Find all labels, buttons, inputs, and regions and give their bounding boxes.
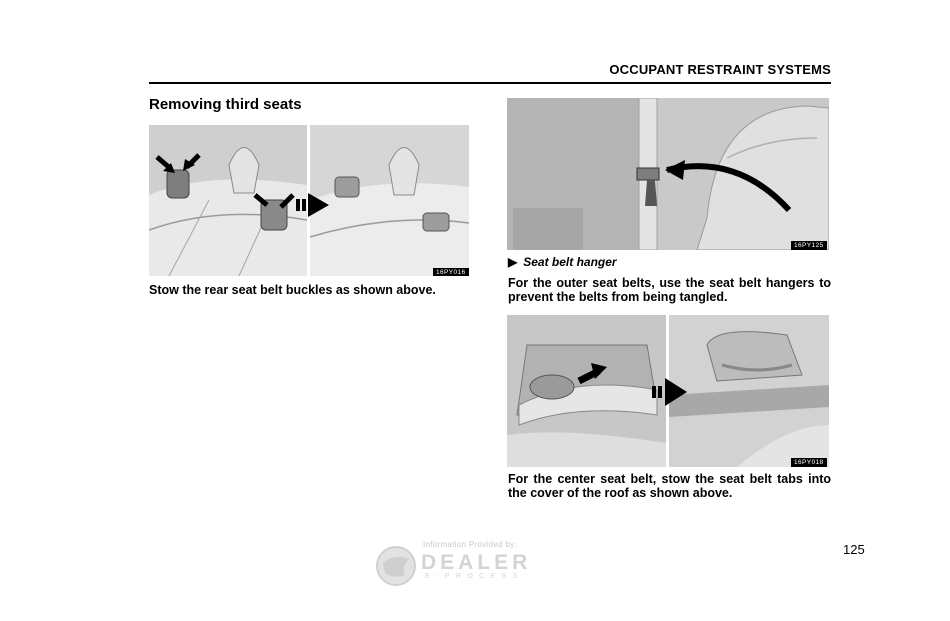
left-caption: Stow the rear seat belt buckles as shown above. xyxy=(149,283,436,297)
section-header: OCCUPANT RESTRAINT SYSTEMS xyxy=(609,62,831,77)
header-rule xyxy=(149,82,831,84)
figure-code: 16PY125 xyxy=(791,241,827,250)
watermark-brand: DEALER xyxy=(421,551,532,574)
page-number: 125 xyxy=(843,542,865,557)
watermark-provided-text: Information Provided by: xyxy=(423,540,517,549)
seat-belt-hanger-drawing xyxy=(507,98,829,250)
right-caption-1: For the outer seat belts, use the seat belt hangers to prevent the belts from being tangled. xyxy=(508,276,831,304)
dealer-watermark xyxy=(375,540,565,590)
subheading xyxy=(508,255,617,269)
watermark-sub: E-PROCESS xyxy=(425,573,524,580)
seat-belt-hanger-illustration xyxy=(507,98,829,250)
buckle-illustration-drawing xyxy=(149,125,469,276)
buckle-illustration xyxy=(149,125,469,276)
roof-cover-drawing xyxy=(507,315,829,467)
roof-cover-illustration xyxy=(507,315,829,467)
globe-logo-icon xyxy=(375,545,417,587)
section-title: Removing third seats xyxy=(149,96,302,113)
figure-code: 16PY016 xyxy=(433,268,469,276)
figure-code: 16PY018 xyxy=(791,458,827,467)
subheading-text: Seat belt hanger xyxy=(523,255,617,269)
right-caption-2: For the center seat belt, stow the seat belt tabs into the cover of the roof as shown above. xyxy=(508,472,831,500)
triangle-bullet-icon: ▶ xyxy=(508,255,518,269)
